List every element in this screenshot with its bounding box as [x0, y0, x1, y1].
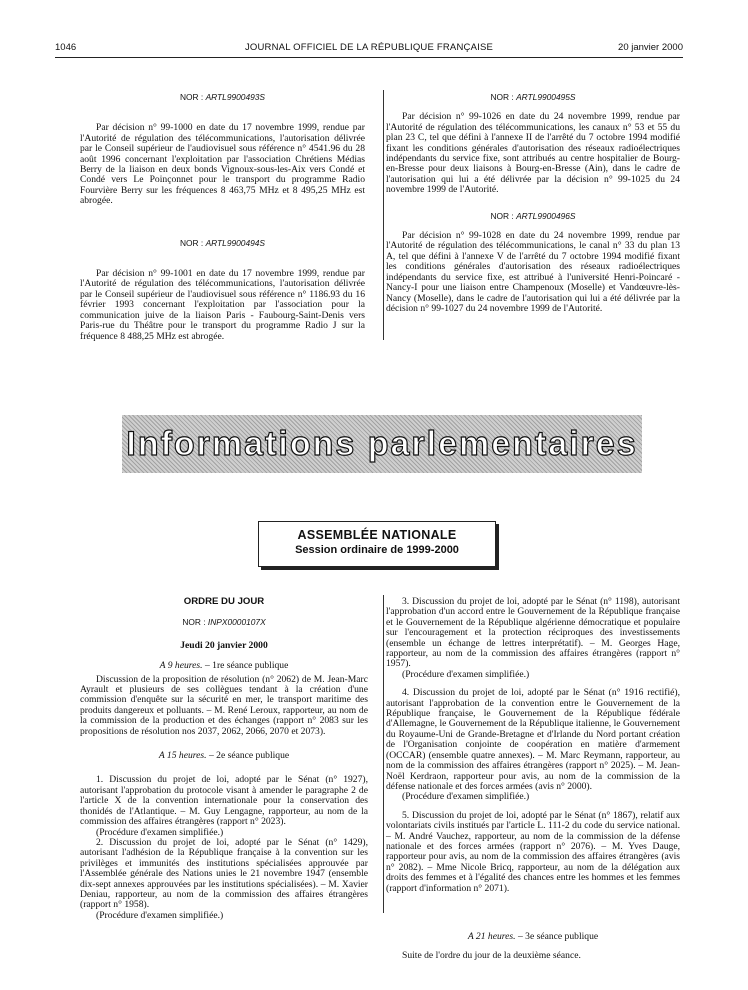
agenda-item: 4. Discussion du projet de loi, adopté par le Sénat (n° 1916 rectifié), autorisant l'approbation de la convention entre le Gouvernement de la République française, le Gouvernement de la République fédérale d'Allemagne, le Gouvernement de la République italienne, le Gouvernement du Royaume-Uni de Grande-Bretagne et d'Irlande du Nord portant création de l'Organisation conjointe de coopération en matière d'armement (OCCAR) (ensemble quatre annexes). – M. Marc Reymann, rapporteur, au nom de la commission des affaires étrangères (rapport n° 2025). – M. Jean-Noël Kerdraon, rapporteur pour avis, au nom de la commission de la défense nationale et des forces armées (avis n° 2000). — [386, 687, 680, 792]
section-banner — [122, 415, 642, 473]
session-subtitle: Session ordinaire de 1999-2000 — [295, 544, 459, 556]
top-left-column — [80, 92, 365, 342]
column-divider-bottom — [383, 595, 384, 913]
agenda-paragraph: Suite de l'ordre du jour de la deuxième séance. — [402, 950, 581, 962]
header-rule — [55, 57, 683, 58]
nor-reference: NOR : ARTL9900493S — [179, 92, 266, 102]
decision-paragraph: Par décision n° 99-1028 en date du 24 novembre 1999, rendue par l'Autorité de régulation des télécommunications, le canal n° 33 du plan 13 A, tel que défini à l'annexe V de l'arrêté du 7 octobre 1994 modifié fixant les conditions générales d'autorisation des réseaux radioélectriques indépendants du service fixe, est attribué à l'université Henri-Poincaré - Nancy-I pour une liaison entre Champenoux (Moselle) et Vandœuvre-lès-Nancy (Moselle), dans le cadre de l'autorisation qui lui a été délivrée par la décision n° 99-1027 du 24 novembre 1999 de l'Autorité. — [386, 230, 680, 314]
session-time: A 9 heures. – 1re séance publique — [159, 660, 289, 672]
procedure-note: (Procédure d'examen simplifiée.) — [402, 668, 530, 680]
decision-paragraph: Par décision n° 99-1001 en date du 17 novembre 1999, rendue par l'Autorité de régulation des télécommunications, l'autorisation délivrée par le Conseil supérieur de l'audiovisuel sous référence n° 1186.93 du 16 février 1993 concernant l'exploitation par l'association pour la communication juive de la liaison Paris - Faubourg-Saint-Denis vers Paris-rue du Théâtre pour le transport du programme Radio J sur la fréquence 8 488,25 MHz est abrogée. — [80, 268, 365, 342]
session-time: A 21 heures. – 3e séance publique — [467, 930, 599, 942]
nor-reference: NOR : ARTL9900496S — [490, 210, 576, 221]
page-number: 1046 — [55, 42, 77, 53]
banner-title: Informations parlementaires — [126, 424, 638, 463]
session-time: A 15 heures. – 2e séance publique — [158, 750, 290, 762]
issue-date: 20 janvier 2000 — [618, 42, 683, 53]
decision-paragraph: Par décision n° 99-1000 en date du 17 novembre 1999, rendue par l'Autorité de régulation des télécommunications, l'autorisation délivrée par le Conseil supérieur de l'audiovisuel sous référence n° 4541.96 du 28 août 1996 concernant l'exploitation par l'association Chrétiens Médias Berry de la liaison en deux bonds Vignoux-sous-les-Aix vers Condé et Condé vers Le Poinçonnet pour le transport du programme Radio Fourvière Berry sur les fréquences 8 463,75 MHz et 8 495,25 MHz est abrogée. — [80, 122, 365, 207]
bottom-right-column — [386, 597, 680, 962]
column-divider-top — [383, 90, 384, 340]
agenda-item: 5. Discussion du projet de loi, adopté par le Sénat (n° 1867), relatif aux volontariats civils institués par l'article L. 111-2 du code du service national. – M. André Vauchez, rapporteur, au nom de la commission de la défense nationale et des forces armées (rapport n° 2076). – M. Yves Dauge, rapporteur pour avis, au nom de la commission des affaires étrangères (avis n° 2082). – Mme Nicole Bricq, rapporteur, au nom de la délégation aux droits des femmes et à l'égalité des chances entre les hommes et les femmes (rapport d'information n° 2071). — [386, 809, 680, 894]
top-right-column — [386, 92, 680, 314]
assembly-box — [258, 521, 496, 567]
procedure-note: (Procédure d'examen simplifiée.) — [402, 791, 530, 803]
assembly-title: ASSEMBLÉE NATIONALE — [297, 528, 457, 542]
procedure-note: (Procédure d'examen simplifiée.) — [96, 826, 224, 838]
bottom-left-column — [80, 597, 368, 921]
agenda-day: Jeudi 20 janvier 2000 — [180, 639, 268, 651]
agenda-heading: ORDRE DU JOUR — [183, 596, 265, 607]
nor-reference: NOR : ARTL9900495S — [490, 92, 576, 102]
procedure-note: (Procédure d'examen simplifiée.) — [96, 909, 224, 921]
nor-reference: NOR : INPX0000107X — [182, 617, 266, 628]
nor-reference: NOR : ARTL9900494S — [179, 237, 266, 248]
agenda-item: 1. Discussion du projet de loi, adopté par le Sénat (n° 1927), autorisant l'approbation du protocole visant à amender le paragraphe 2 de l'article X de la convention internationale pour la conservation des thonidés de l'Atlantique. – M. Guy Lengagne, rapporteur, au nom de la commission des affaires étrangères (rapport n° 2023). — [80, 774, 368, 828]
agenda-item: 3. Discussion du projet de loi, adopté par le Sénat (n° 1198), autorisant l'approbation d'un accord entre le Gouvernement de la République française et le Gouvernement de la République algérienne démocratique et populaire sur l'encouragement et la protection réciproques des investissements (ensemble un échange de lettres interprétatif). – M. Georges Hage, rapporteur, au nom de la commission des affaires étrangères (rapport n° 1957). — [386, 596, 680, 670]
agenda-item: 2. Discussion du projet de loi, adopté par le Sénat (n° 1429), autorisant l'adhésion de la République française à la convention sur les privilèges et immunités des institutions spécialisées approuvée par l'Assemblée générale des Nations unies le 21 novembre 1947 (ensemble dix-sept annexes approuvées par les institutions spécialisées). – M. Xavier Deniau, rapporteur, au nom de la commission des affaires étrangères (rapport n° 1958). — [80, 836, 368, 911]
agenda-paragraph: Discussion de la proposition de résolution (n° 2062) de M. Jean-Marc Ayrault et plusieurs de ses collègues tendant à la création d'une commission d'enquête sur la sécurité en mer, le transport maritime des produits dangereux et polluants. – M. René Leroux, rapporteur, au nom de la commission de la production et des échanges (rapport n° 2083 sur les propositions de résolution nos 2037, 2062, 2066, 2070 et 2073). — [80, 673, 368, 737]
decision-paragraph: Par décision n° 99-1026 en date du 24 novembre 1999, rendue par l'Autorité de régulation des télécommunications, les canaux n° 53 et 55 du plan 23 C, tel que défini à l'annexe II de l'arrêté du 7 octobre 1994 modifié fixant les conditions générales d'autorisation des réseaux radioélectriques indépendants du service fixe, sont attribués au centre hospitalier de Bourg-en-Bresse pour deux liaisons à Bourg-en-Bresse (Ain), dans le cadre de l'autorisation qui lui a été délivrée par la décision n° 99-1025 du 24 novembre 1999 de l'Autorité. — [386, 111, 680, 196]
page-header — [55, 42, 683, 56]
journal-title: JOURNAL OFFICIEL DE LA RÉPUBLIQUE FRANÇAISE — [244, 42, 494, 53]
